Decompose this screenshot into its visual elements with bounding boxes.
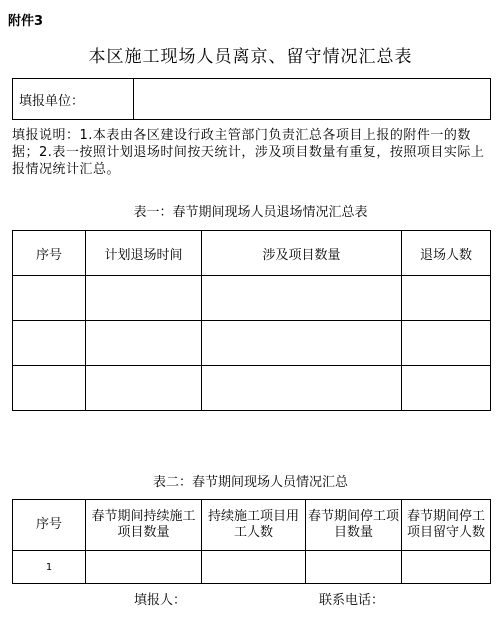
table-cell[interactable] (402, 551, 491, 584)
table-cell[interactable] (402, 321, 491, 366)
table-cell[interactable] (86, 551, 202, 584)
table-cell[interactable] (202, 321, 402, 366)
reporting-unit-table (12, 78, 491, 120)
table1-header-planned-departure-time: 计划退场时间 (86, 231, 202, 276)
table2-header-continuing-workers: 持续施工项目用工人数 (202, 500, 306, 551)
table-cell[interactable] (86, 321, 202, 366)
table-cell[interactable] (202, 366, 402, 411)
table2-header-serial: 序号 (13, 500, 86, 551)
table2-header-suspended-projects: 春节期间停工项目数量 (306, 500, 402, 551)
table-row (13, 276, 491, 321)
reporting-unit-value[interactable] (134, 79, 491, 120)
table1-header-project-count: 涉及项目数量 (202, 231, 402, 276)
table2-header-continuing-projects: 春节期间持续施工项目数量 (86, 500, 202, 551)
table1-caption: 表一：春节期间现场人员退场情况汇总表 (133, 205, 368, 220)
table-cell[interactable] (402, 276, 491, 321)
attachment-label: 附件3 (8, 14, 44, 29)
reporting-unit-label: 填报单位： (13, 79, 134, 120)
table-cell[interactable] (202, 276, 402, 321)
contact-phone-label: 联系电话： (319, 593, 385, 608)
table-cell[interactable] (13, 321, 86, 366)
table-cell[interactable] (202, 551, 306, 584)
table1-header-departure-count: 退场人数 (402, 231, 491, 276)
table-cell[interactable] (13, 276, 86, 321)
table-cell[interactable]: 1 (13, 551, 86, 584)
table-cell[interactable] (13, 366, 86, 411)
filler-label: 填报人： (134, 593, 187, 608)
filling-instructions: 填报说明：1.本表由各区建设行政主管部门负责汇总各项目上报的附件一的数据；2.表一按照计划退场时间按天统计，涉及项目数量有重复，按照项目实际上报情况统计汇总。 (12, 128, 485, 177)
table2-caption: 表二：春节期间现场人员情况汇总 (152, 475, 348, 490)
table1-header-serial: 序号 (13, 231, 86, 276)
table-row (13, 321, 491, 366)
table-row (13, 366, 491, 411)
personnel-summary-table (12, 499, 491, 584)
table-cell[interactable] (86, 366, 202, 411)
table-cell[interactable] (402, 366, 491, 411)
document-title: 本区施工现场人员离京、留守情况汇总表 (88, 47, 413, 67)
table-cell[interactable] (86, 276, 202, 321)
table-row (13, 551, 491, 584)
table-cell[interactable] (306, 551, 402, 584)
table2-header-suspended-staff: 春节期间停工项目留守人数 (402, 500, 491, 551)
departure-summary-table (12, 230, 491, 411)
